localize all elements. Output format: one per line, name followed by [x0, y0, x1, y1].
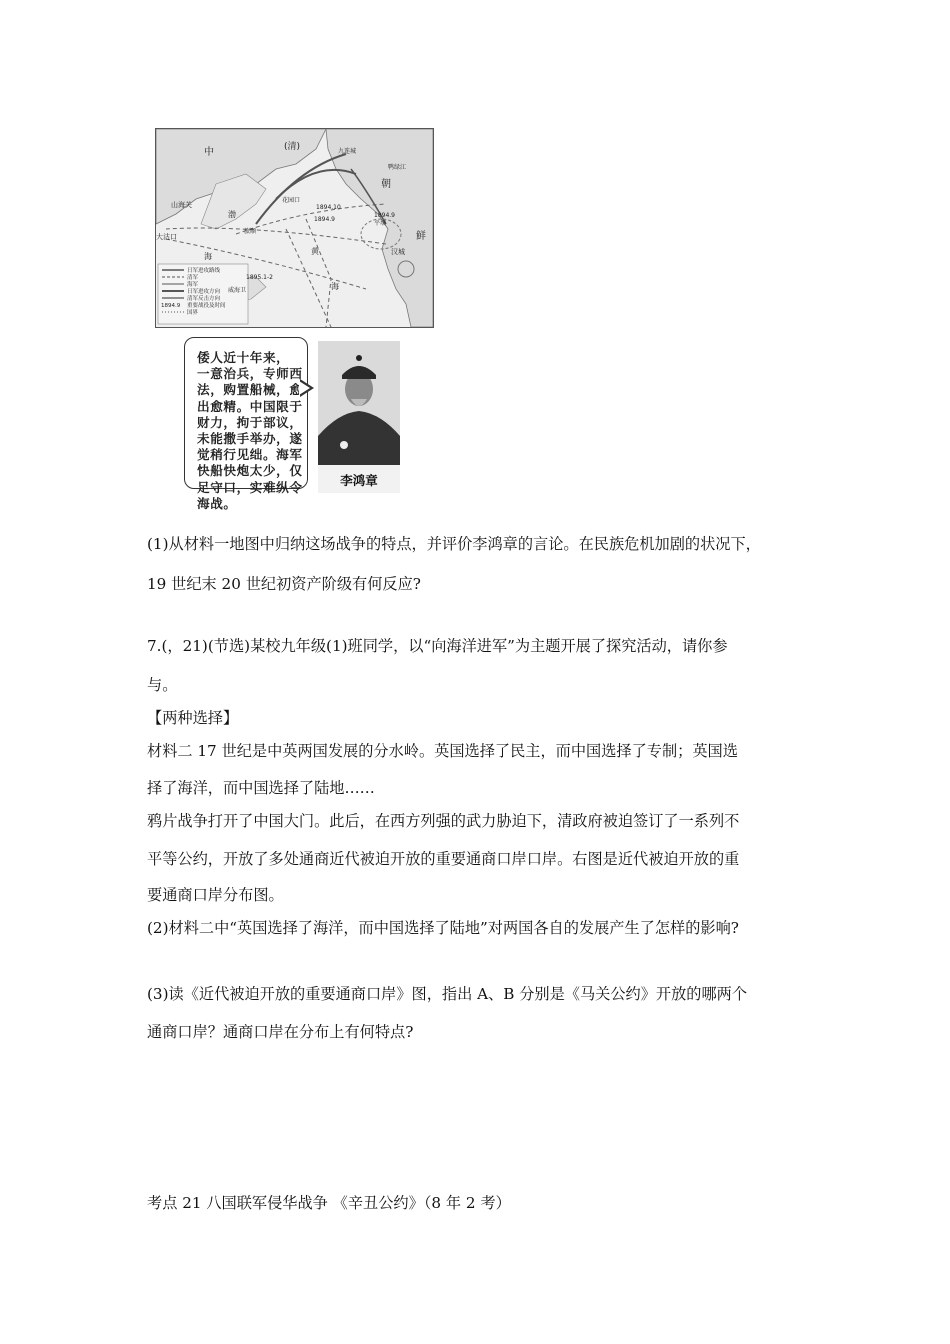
legend-item-3: 海军 [187, 282, 199, 288]
legend-year: 1894.9 [161, 303, 181, 309]
map-label-year3: 1894.10 [316, 204, 341, 211]
map-label-bohai: 渤 [228, 210, 236, 219]
question-1-line-2: 19 世纪末 20 世纪初资产阶级有何反应? [147, 575, 421, 593]
question-7-line-2: 与。 [147, 676, 178, 694]
map-label-huanghai-sea: 海 [331, 282, 339, 291]
map-label-year2: 1894.9 [374, 212, 395, 219]
map-label-huayuankou: 花园口 [282, 197, 301, 204]
material-2-line-3: 鸦片战争打开了中国大门。此后，在西方列强的武力胁迫下，清政府被迫签订了一系列不 [147, 812, 740, 830]
legend-item-4: 日军进攻方向 [187, 289, 221, 295]
map-label-hai: 海 [204, 252, 212, 261]
map-label-jiulian: 九连城 [338, 148, 357, 155]
question-7-line-1: 7.(，21)(节选)某校九年级(1)班同学，以“向海洋进军”为主题开展了探究活动，请你参 [147, 637, 728, 655]
legend-item-6: 重要战役及时间 [187, 303, 226, 309]
li-hongzhang-quote-figure [180, 333, 402, 511]
map-label-huang: 黄 [311, 247, 319, 256]
question-1-line-1: (1)从材料一地图中归纳这场战争的特点，并评价李鸿章的言论。在民族危机加剧的状况下， [147, 535, 761, 553]
map-label-chao: 朝 [381, 179, 391, 190]
map-label-weihaiwei: 威海卫 [228, 287, 247, 294]
legend-item-7: 国界 [187, 310, 199, 316]
question-3-line-2: 通商口岸？通商口岸在分布上有何特点? [147, 1023, 414, 1041]
legend-item-5: 清军反击方向 [187, 296, 221, 302]
question-2-line: (2)材料二中“英国选择了海洋，而中国选择了陆地”对两国各自的发展产生了怎样的影响? [147, 919, 739, 937]
portrait-caption: 李鸿章 [340, 473, 378, 488]
map-graphic [156, 129, 433, 327]
question-3-line-1: (3)读《近代被迫开放的重要通商口岸》图，指出 A、B 分别是《马关公约》开放的哪两个 [147, 985, 748, 1003]
legend-item-2: 清军 [187, 275, 199, 281]
map-label-year1: 1894.9 [314, 216, 335, 223]
material-2-line-1: 材料二 17 世纪是中英两国发展的分水岭。英国选择了民主，而中国选择了专制；英国选 [147, 742, 738, 760]
li-hongzhang-portrait [318, 341, 400, 493]
war-map [155, 128, 434, 328]
topic-21-heading: 考点 21 八国联军侵华战争 《辛丑公约》（8 年 2 考） [147, 1194, 511, 1212]
map-label-shanhaiguan: 山海关 [171, 201, 192, 209]
map-label-zhong: 中 [204, 147, 214, 158]
material-2-line-4: 平等公约，开放了多处通商近代被迫开放的重要通商口岸口岸。右图是近代被迫开放的重 [147, 850, 740, 868]
map-label-lushun: 旅顺 [244, 228, 257, 235]
map-label-year4: 1895.1-2 [246, 274, 273, 281]
speech-bubble [184, 337, 308, 511]
legend-item-1: 日军进攻路线 [187, 268, 221, 274]
material-2-line-5: 要通商口岸分布图。 [147, 886, 284, 904]
map-label-jiang: 鸭绿江 [388, 164, 407, 171]
quote-text: 倭人近十年来， 一意治兵，专师西 法，购置船械，愈 出愈精。中国限于 财力，拘于部议， 未能撒手举办，遂 觉稍行见绌。海军 快船快炮太少，仅 足守口，实难纵令 海战。 [197, 350, 303, 511]
map-label-pingrang: 平壤 [374, 220, 387, 227]
map-label-hancheng: 汉城 [391, 248, 405, 256]
map-label-dagukou: 大沽口 [156, 233, 177, 241]
map-label-qing: (清) [284, 142, 301, 152]
map-label-xian: 鲜 [416, 231, 426, 242]
material-2-line-2: 择了海洋，而中国选择了陆地…… [147, 779, 375, 797]
section-heading-two-choices: 【两种选择】 [147, 709, 239, 727]
